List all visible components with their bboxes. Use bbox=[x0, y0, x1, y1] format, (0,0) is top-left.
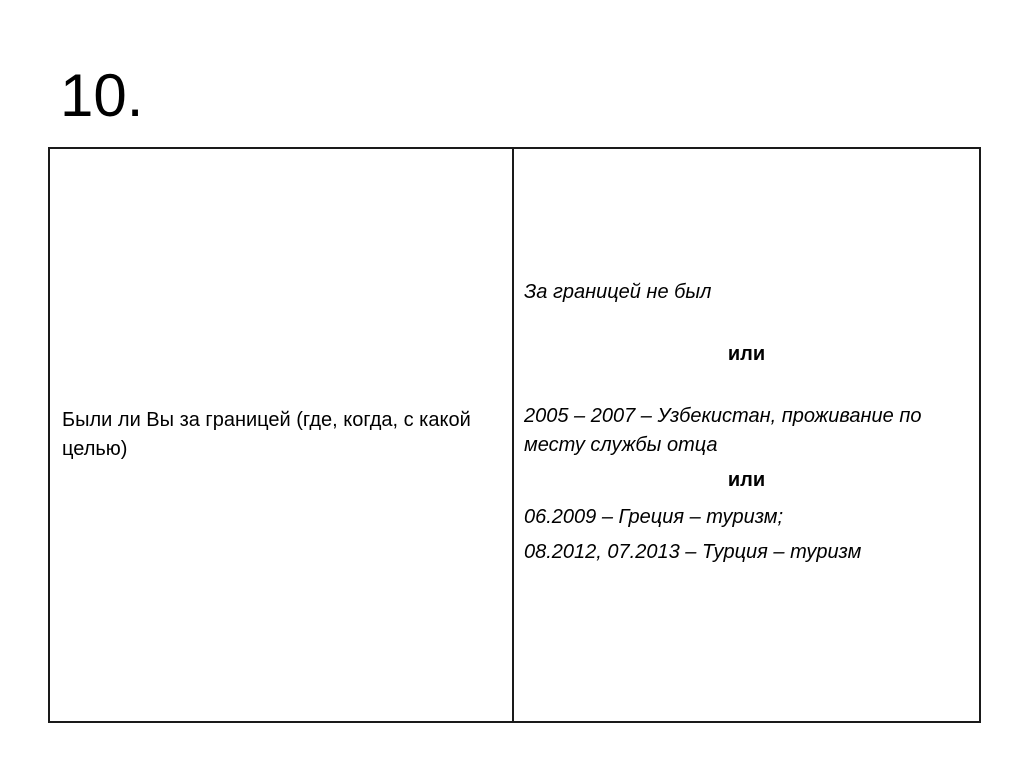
question-cell bbox=[49, 148, 513, 722]
answer-option-uzbekistan: 2005 – 2007 – Узбекистан, проживание по месту службы отца bbox=[524, 404, 922, 456]
answer-option-greece: 06.2009 – Греция – туризм; bbox=[524, 505, 784, 528]
answer-option-not-abroad: За границей не был bbox=[524, 280, 712, 303]
answer-cell bbox=[513, 148, 980, 722]
answer-content bbox=[514, 278, 979, 567]
question-answer-table bbox=[48, 147, 981, 723]
slide-title: 10. bbox=[60, 62, 144, 129]
or-separator-1: или bbox=[727, 342, 766, 365]
table-row bbox=[49, 148, 980, 722]
question-text: Были ли Вы за границей (где, когда, с какой целью) bbox=[62, 409, 471, 460]
or-separator-2: или bbox=[727, 468, 766, 491]
answer-option-turkey: 08.2012, 07.2013 – Турция – туризм bbox=[524, 540, 862, 563]
